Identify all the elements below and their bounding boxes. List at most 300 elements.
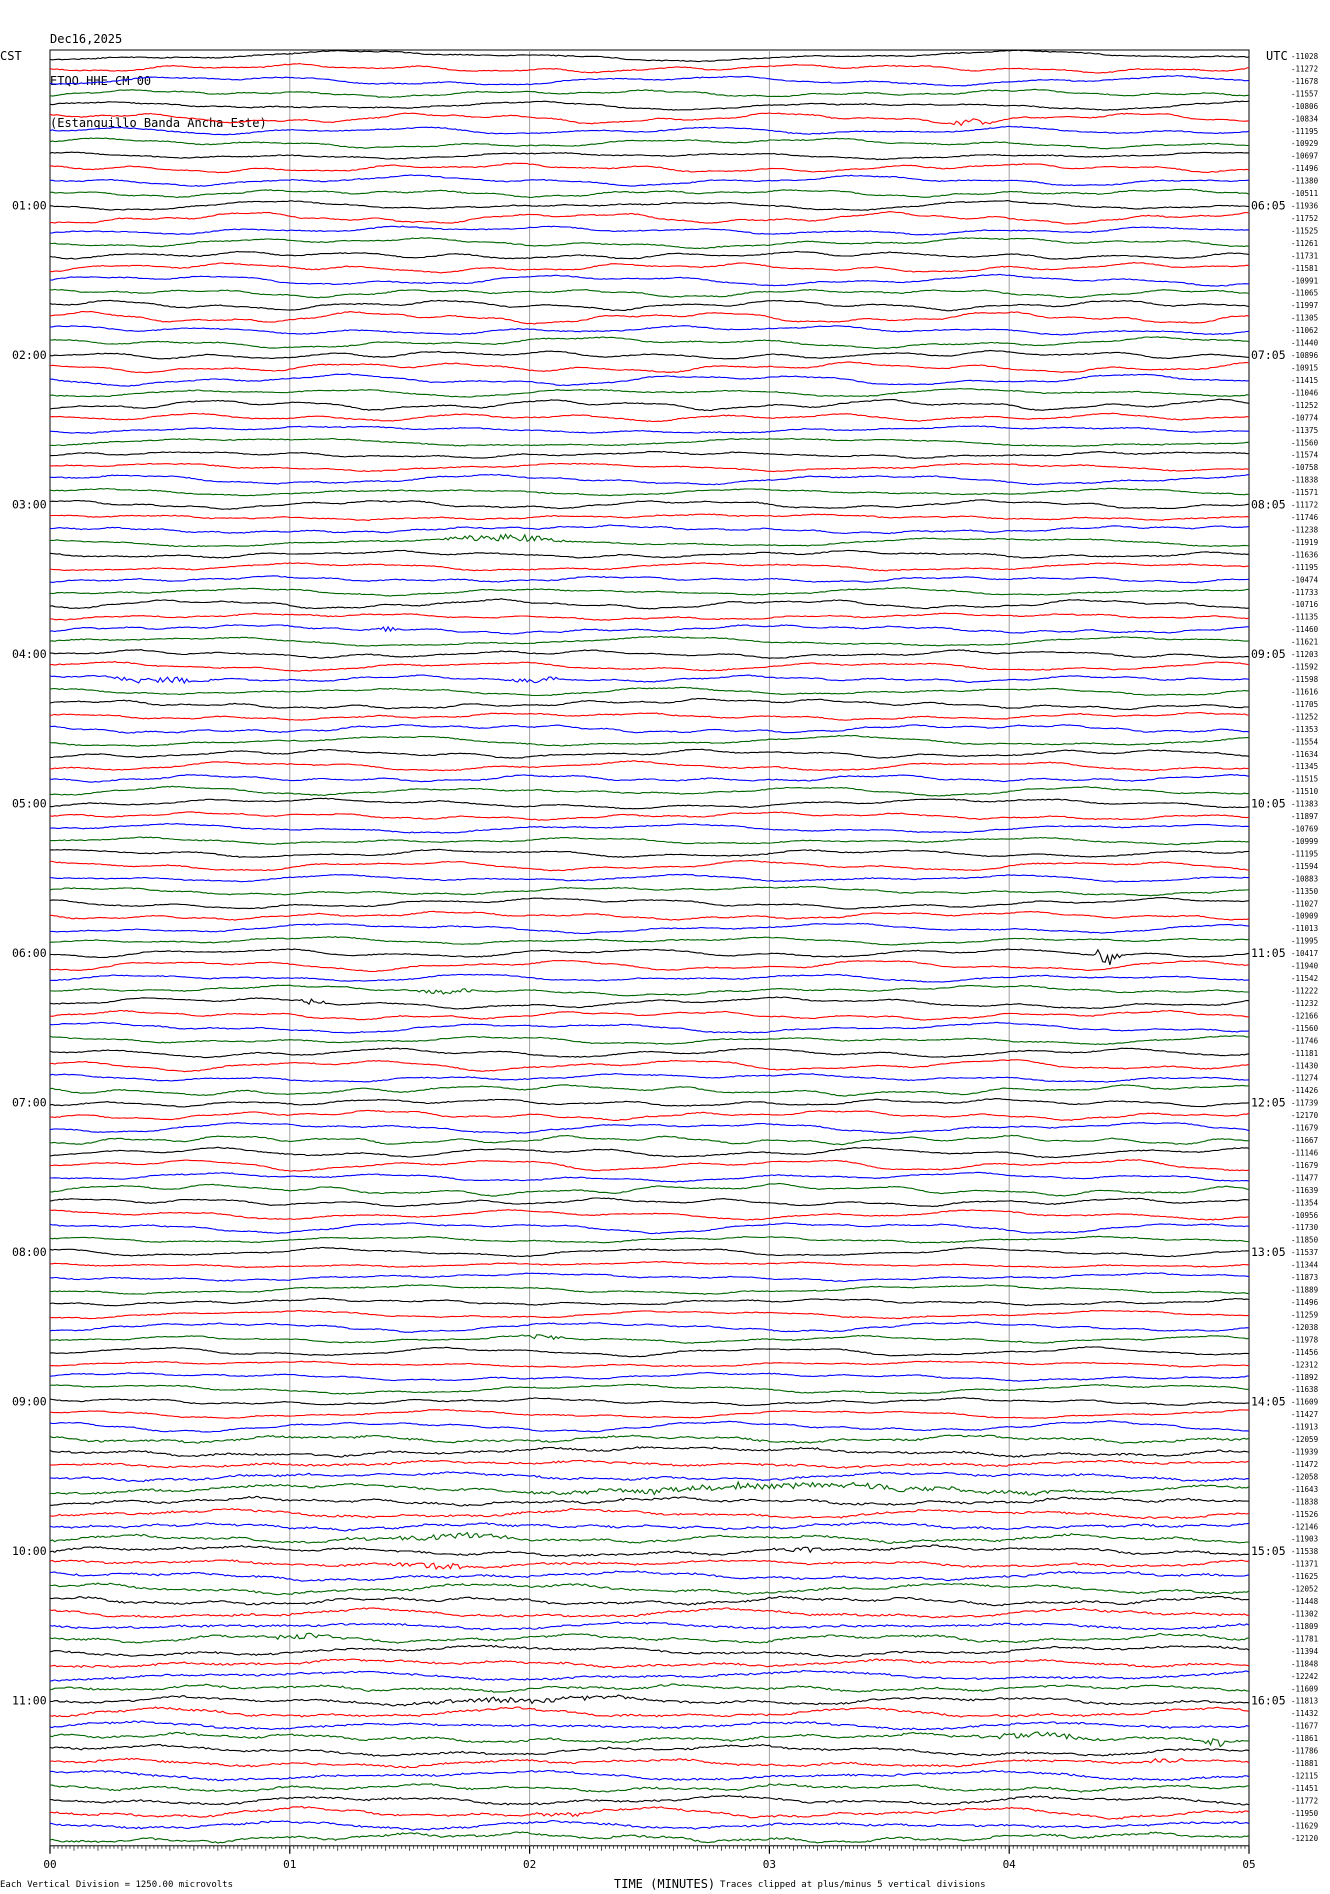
seismic-trace (50, 525, 1249, 534)
left-hour-label: 11:00 (12, 1693, 47, 1708)
seismic-trace (50, 350, 1249, 358)
x-tick-label: 05 (1242, 1857, 1256, 1871)
right-hour-label: 06:05 (1251, 198, 1286, 213)
trace-offset-label: -10417 (1291, 949, 1319, 959)
seismic-trace (50, 923, 1249, 933)
seismic-trace (50, 997, 1249, 1009)
right-hour-label: 08:05 (1251, 497, 1286, 512)
left-hour-label: 01:00 (12, 198, 47, 213)
seismic-trace (50, 698, 1249, 709)
trace-offset-label: -11892 (1291, 1372, 1319, 1382)
trace-offset-label: -10909 (1291, 911, 1319, 921)
trace-offset-label: -11554 (1291, 737, 1319, 747)
left-hour-label: 09:00 (12, 1394, 47, 1409)
seismic-trace (50, 1335, 1249, 1344)
seismic-trace (50, 1571, 1249, 1581)
x-tick-label: 03 (762, 1857, 777, 1871)
seismic-trace (50, 175, 1249, 186)
seismic-trace (50, 1421, 1249, 1432)
trace-offset-label: -11430 (1291, 1061, 1319, 1071)
trace-offset-label: -10774 (1291, 413, 1319, 423)
seismic-trace (50, 563, 1249, 571)
seismic-trace (50, 550, 1249, 558)
right-hour-label: 14:05 (1251, 1394, 1286, 1409)
seismic-trace (50, 1285, 1249, 1295)
trace-offset-label: -11415 (1291, 376, 1319, 385)
seismic-trace (50, 837, 1249, 845)
seismic-trace (50, 389, 1249, 398)
trace-offset-label: -10758 (1291, 463, 1319, 473)
trace-offset-label: -11456 (1291, 1347, 1319, 1357)
trace-offset-label: -11978 (1291, 1335, 1319, 1345)
seismic-trace (50, 1496, 1249, 1506)
trace-offset-label: -11172 (1291, 500, 1319, 510)
trace-offset-label: -11903 (1291, 1534, 1319, 1544)
trace-offset-label: -11598 (1291, 675, 1319, 684)
trace-offset-label: -11913 (1291, 1422, 1319, 1432)
seismic-trace (50, 76, 1249, 87)
trace-offset-label: -11813 (1291, 1696, 1319, 1706)
trace-offset-label: -11625 (1291, 1572, 1319, 1582)
trace-offset-label: -10806 (1291, 101, 1319, 111)
trace-offset-label: -10769 (1291, 824, 1319, 834)
trace-offset-label: -11838 (1291, 475, 1319, 485)
seismic-trace (50, 1758, 1249, 1768)
trace-offset-label: -12242 (1291, 1671, 1319, 1681)
trace-offset-label: -11581 (1291, 263, 1319, 273)
trace-offset-label: -11305 (1291, 313, 1319, 323)
trace-offset-label: -11354 (1291, 1198, 1319, 1208)
left-hour-label: 05:00 (12, 796, 47, 811)
trace-offset-label: -11786 (1291, 1746, 1319, 1756)
seismic-trace (50, 1247, 1249, 1256)
seismic-trace (50, 238, 1249, 249)
seismic-trace (50, 1447, 1249, 1457)
clip-note: Traces clipped at plus/minus 5 vertical divisions (720, 1880, 986, 1890)
seismic-trace (50, 861, 1249, 871)
seismic-trace (50, 138, 1249, 149)
seismic-trace (50, 1085, 1249, 1096)
seismic-trace (50, 599, 1249, 609)
seismic-trace (50, 1123, 1249, 1134)
seismic-trace (50, 362, 1249, 373)
seismic-trace (50, 1659, 1249, 1668)
seismic-trace (50, 274, 1249, 286)
seismic-trace (50, 662, 1249, 672)
seismic-trace (50, 1262, 1249, 1268)
seismic-trace (50, 1684, 1249, 1692)
trace-offset-label: -11838 (1291, 1497, 1319, 1507)
seismic-trace (50, 1695, 1249, 1706)
trace-offset-label: -11302 (1291, 1609, 1319, 1619)
seismic-trace (50, 374, 1249, 387)
left-hour-label: 06:00 (12, 946, 47, 961)
seismic-trace (50, 636, 1249, 646)
trace-offset-label: -11939 (1291, 1447, 1319, 1457)
seismic-trace (50, 1074, 1249, 1083)
right-hour-label: 15:05 (1251, 1544, 1286, 1559)
trace-offset-label: -11496 (1291, 164, 1319, 174)
trace-offset-label: -10929 (1291, 139, 1319, 149)
seismic-trace (50, 1796, 1249, 1806)
right-hour-label: 07:05 (1251, 348, 1286, 362)
seismic-trace (50, 50, 1249, 62)
seismic-trace (50, 1522, 1249, 1531)
trace-offset-label: -11781 (1291, 1634, 1319, 1644)
station-name: (Estanquillo Banda Ancha Este) (50, 116, 267, 130)
seismic-trace (50, 1298, 1249, 1305)
trace-offset-label: -11746 (1291, 1036, 1319, 1046)
trace-offset-label: -10716 (1291, 600, 1319, 610)
trace-offset-label: -11135 (1291, 612, 1319, 622)
trace-offset-label: -11889 (1291, 1285, 1319, 1295)
right-timezone-label: UTC (1266, 49, 1288, 63)
seismic-trace (50, 189, 1249, 198)
trace-offset-label: -11181 (1291, 1048, 1319, 1058)
trace-offset-label: -11609 (1291, 1684, 1319, 1694)
seismic-trace (50, 1721, 1249, 1730)
seismic-trace (50, 1784, 1249, 1792)
left-hour-label: 08:00 (12, 1245, 47, 1260)
seismic-trace (50, 1622, 1249, 1630)
seismic-trace (50, 463, 1249, 471)
trace-offset-label: -11380 (1291, 176, 1319, 186)
trace-offset-label: -11560 (1291, 438, 1319, 448)
seismic-trace (50, 1645, 1249, 1656)
seismic-trace (50, 1596, 1249, 1605)
seismic-trace (50, 1509, 1249, 1519)
seismic-trace (50, 1198, 1249, 1207)
seismic-trace (50, 824, 1249, 834)
trace-offset-label: -11028 (1291, 52, 1319, 61)
seismic-trace (50, 761, 1249, 771)
x-tick-label: 00 (43, 1857, 57, 1871)
left-hour-label: 07:00 (12, 1095, 47, 1110)
trace-offset-label: -11873 (1291, 1273, 1319, 1283)
seismic-trace (50, 101, 1249, 110)
trace-offset-label: -11752 (1291, 214, 1319, 223)
seismic-trace (50, 399, 1249, 410)
seismic-trace (50, 775, 1249, 783)
seismic-trace (50, 1048, 1249, 1057)
trace-offset-label: -10956 (1291, 1210, 1319, 1220)
station-label: ETQO HHE CM 00 (50, 74, 152, 88)
seismic-trace (50, 937, 1249, 945)
trace-offset-label: -12059 (1291, 1435, 1319, 1445)
seismic-trace (50, 1010, 1249, 1020)
seismic-trace (50, 1384, 1249, 1394)
trace-offset-label: -11638 (1291, 1385, 1319, 1395)
trace-offset-label: -11252 (1291, 400, 1319, 410)
trace-offset-label: -11515 (1291, 774, 1319, 784)
trace-offset-label: -11027 (1291, 899, 1319, 909)
seismic-trace (50, 152, 1249, 160)
left-timezone-label: CST (0, 49, 22, 63)
right-hour-label: 10:05 (1251, 796, 1286, 811)
seismic-trace (50, 1707, 1249, 1717)
right-hour-label: 13:05 (1251, 1245, 1286, 1260)
trace-offset-label: -10991 (1291, 276, 1319, 286)
seismic-trace (50, 413, 1249, 421)
seismic-trace (50, 300, 1249, 311)
seismic-trace (50, 1472, 1249, 1482)
trace-offset-label: -11261 (1291, 238, 1319, 248)
left-hour-label: 02:00 (12, 348, 47, 362)
trace-offset-label: -11636 (1291, 550, 1319, 560)
seismic-trace (50, 576, 1249, 583)
seismic-trace (50, 949, 1249, 965)
trace-offset-label: -11062 (1291, 326, 1319, 336)
seismic-trace (50, 1745, 1249, 1757)
seismic-trace (50, 786, 1249, 796)
trace-offset-label: -11897 (1291, 812, 1319, 822)
trace-offset-label: -11639 (1291, 1185, 1319, 1195)
seismic-trace (50, 451, 1249, 458)
trace-offset-label: -11730 (1291, 1223, 1319, 1233)
seismic-trace (50, 500, 1249, 510)
trace-offset-label: -11592 (1291, 662, 1319, 672)
seismic-trace (50, 1135, 1249, 1144)
trace-offset-label: -11705 (1291, 699, 1319, 709)
left-hour-label: 04:00 (12, 647, 47, 662)
seismic-trace (50, 1583, 1249, 1595)
seismic-trace (50, 311, 1249, 324)
trace-offset-label: -11621 (1291, 637, 1319, 647)
date-label: Dec16,2025 (50, 32, 123, 46)
seismic-trace (50, 1545, 1249, 1556)
seismic-trace (50, 736, 1249, 747)
trace-offset-label: -11426 (1291, 1086, 1319, 1096)
trace-offset-label: -11594 (1291, 861, 1319, 871)
trace-offset-label: -11345 (1291, 762, 1319, 772)
seismic-trace (50, 534, 1249, 546)
trace-offset-label: -11919 (1291, 537, 1319, 547)
seismic-trace (50, 212, 1249, 224)
trace-offset-label: -11950 (1291, 1808, 1319, 1818)
right-hour-label: 09:05 (1251, 647, 1286, 662)
seismic-trace (50, 650, 1249, 659)
seismic-trace (50, 113, 1249, 126)
seismic-trace (50, 263, 1249, 273)
seismic-trace (50, 687, 1249, 695)
right-hour-label: 12:05 (1251, 1095, 1286, 1110)
trace-offset-label: -12146 (1291, 1522, 1319, 1532)
seismic-trace (50, 849, 1249, 857)
trace-offset-label: -12170 (1291, 1111, 1319, 1121)
trace-offset-label: -11526 (1291, 1509, 1319, 1519)
trace-offset-label: -11542 (1291, 974, 1319, 983)
trace-offset-label: -11679 (1291, 1123, 1319, 1133)
seismic-trace (50, 1172, 1249, 1182)
trace-offset-label: -10697 (1291, 151, 1319, 161)
trace-offset-label: -11375 (1291, 425, 1319, 435)
trace-offset-label: -12052 (1291, 1584, 1319, 1594)
trace-offset-label: -10511 (1291, 189, 1319, 199)
trace-offset-label: -10896 (1291, 351, 1319, 360)
trace-offset-label: -11679 (1291, 1160, 1319, 1170)
trace-offset-label: -11427 (1291, 1410, 1319, 1420)
seismic-trace (50, 201, 1249, 211)
trace-offset-label: -10834 (1291, 114, 1319, 124)
seismic-trace (50, 439, 1249, 447)
trace-offset-label: -11195 (1291, 562, 1319, 572)
trace-offset-label: -11350 (1291, 886, 1319, 896)
seismic-trace (50, 1633, 1249, 1643)
seismic-trace (50, 1036, 1249, 1045)
seismic-trace (50, 588, 1249, 597)
seismic-trace (50, 1397, 1249, 1405)
seismic-trace (50, 749, 1249, 758)
trace-offset-label: -11383 (1291, 799, 1319, 809)
seismic-trace (50, 64, 1249, 73)
seismic-trace (50, 1110, 1249, 1120)
seismic-trace (50, 1236, 1249, 1243)
trace-offset-label: -11677 (1291, 1721, 1319, 1731)
trace-offset-label: -11344 (1291, 1260, 1319, 1270)
seismic-trace (50, 1608, 1249, 1618)
seismic-trace (50, 1482, 1249, 1495)
trace-offset-label: -11448 (1291, 1597, 1319, 1606)
right-hour-label: 11:05 (1251, 946, 1286, 961)
right-hour-label: 16:05 (1251, 1693, 1286, 1708)
trace-offset-label: -11440 (1291, 338, 1319, 348)
trace-offset-label: -12120 (1291, 1833, 1319, 1843)
x-tick-label: 04 (1002, 1857, 1016, 1871)
left-hour-label: 10:00 (12, 1544, 47, 1559)
trace-offset-label: -11616 (1291, 687, 1319, 697)
seismic-trace (50, 1347, 1249, 1357)
trace-offset-label: -11353 (1291, 724, 1319, 734)
trace-offset-label: -10474 (1291, 575, 1319, 585)
seismic-trace (50, 326, 1249, 335)
trace-offset-label: -12115 (1291, 1771, 1319, 1781)
trace-offset-label: -11629 (1291, 1821, 1319, 1831)
seismic-trace (50, 812, 1249, 821)
seismic-trace (50, 874, 1249, 882)
seismic-trace (50, 798, 1249, 809)
trace-offset-label: -11881 (1291, 1759, 1319, 1768)
trace-offset-label: -11195 (1291, 126, 1319, 136)
seismic-trace (50, 1671, 1249, 1682)
trace-offset-label: -11272 (1291, 64, 1319, 74)
trace-offset-label: -11232 (1291, 999, 1319, 1008)
trace-offset-label: -11609 (1291, 1397, 1319, 1407)
seismic-trace (50, 337, 1249, 349)
trace-offset-label: -11371 (1291, 1559, 1319, 1569)
trace-offset-label: -11146 (1291, 1148, 1319, 1158)
seismic-trace (50, 1460, 1249, 1468)
seismic-trace (50, 474, 1249, 484)
trace-offset-label: -11731 (1291, 251, 1319, 261)
seismic-trace (50, 1210, 1249, 1220)
trace-offset-label: -12038 (1291, 1322, 1319, 1332)
seismic-trace (50, 974, 1249, 982)
trace-offset-label: -11739 (1291, 1098, 1319, 1108)
trace-offset-label: -11222 (1291, 986, 1319, 996)
seismic-trace (50, 1223, 1249, 1234)
trace-offset-label: -11538 (1291, 1547, 1319, 1557)
x-tick-label: 01 (283, 1857, 297, 1871)
trace-offset-label: -11809 (1291, 1622, 1319, 1631)
seismic-trace (50, 898, 1249, 909)
seismic-trace (50, 1821, 1249, 1831)
trace-offset-label: -11238 (1291, 525, 1319, 535)
seismic-trace (50, 126, 1249, 134)
seismic-trace (50, 1832, 1249, 1843)
trace-offset-label: -11571 (1291, 488, 1319, 498)
trace-offset-label: -11525 (1291, 226, 1319, 236)
plot-frame (50, 50, 1249, 1846)
trace-offset-label: -11861 (1291, 1734, 1319, 1744)
trace-offset-label: -11496 (1291, 1298, 1319, 1307)
seismic-trace (50, 1732, 1249, 1746)
seismic-trace (50, 1806, 1249, 1819)
trace-offset-label: -11472 (1291, 1460, 1319, 1469)
trace-offset-label: -11936 (1291, 201, 1319, 211)
seismic-trace (50, 1410, 1249, 1419)
seismic-trace (50, 1322, 1249, 1332)
seismic-trace (50, 960, 1249, 971)
scale-note: Each Vertical Division = 1250.00 microvolts (0, 1880, 233, 1890)
trace-offset-label: -11537 (1291, 1248, 1319, 1258)
trace-offset-label: -11432 (1291, 1709, 1319, 1719)
trace-offset-label: -11274 (1291, 1073, 1319, 1083)
trace-offset-label: -10915 (1291, 363, 1319, 373)
seismic-trace (50, 725, 1249, 734)
trace-offset-label: -11259 (1291, 1310, 1319, 1320)
seismic-trace (50, 613, 1249, 620)
seismic-trace (50, 163, 1249, 173)
trace-offset-label: -11451 (1291, 1783, 1319, 1793)
x-tick-label: 02 (522, 1857, 537, 1871)
trace-offset-label: -11667 (1291, 1136, 1319, 1145)
trace-offset-label: -11195 (1291, 849, 1319, 859)
trace-offset-label: -12312 (1291, 1360, 1319, 1370)
trace-offset-label: -11394 (1291, 1646, 1319, 1656)
seismic-trace (50, 1273, 1249, 1282)
trace-offset-label: -11940 (1291, 961, 1319, 971)
seismic-trace (50, 1560, 1249, 1569)
trace-offset-label: -11203 (1291, 650, 1319, 660)
seismic-trace (50, 426, 1249, 433)
seismic-trace (50, 911, 1249, 920)
seismic-trace (50, 985, 1249, 996)
seismic-trace (50, 1310, 1249, 1318)
x-axis-title: TIME (MINUTES) (614, 1877, 716, 1891)
seismic-trace (50, 514, 1249, 520)
seismic-trace (50, 226, 1249, 235)
trace-offset-label: -11995 (1291, 936, 1319, 946)
trace-offset-label: -11013 (1291, 924, 1319, 934)
trace-offset-label: -11643 (1291, 1484, 1319, 1494)
trace-offset-label: -11252 (1291, 712, 1319, 722)
seismic-trace (50, 488, 1249, 495)
trace-offset-label: -10999 (1291, 837, 1319, 846)
seismic-trace (50, 1060, 1249, 1072)
left-hour-label: 03:00 (12, 497, 47, 512)
seismic-trace (50, 1099, 1249, 1107)
seismic-trace (50, 1533, 1249, 1544)
trace-offset-label: -11678 (1291, 76, 1319, 86)
seismic-trace (50, 289, 1249, 297)
trace-offset-label: -12166 (1291, 1011, 1319, 1021)
seismic-trace (50, 89, 1249, 97)
seismic-trace (50, 1361, 1249, 1367)
seismic-trace (50, 625, 1249, 634)
seismic-trace (50, 1435, 1249, 1443)
trace-offset-label: -11772 (1291, 1796, 1319, 1806)
seismic-trace (50, 886, 1249, 895)
